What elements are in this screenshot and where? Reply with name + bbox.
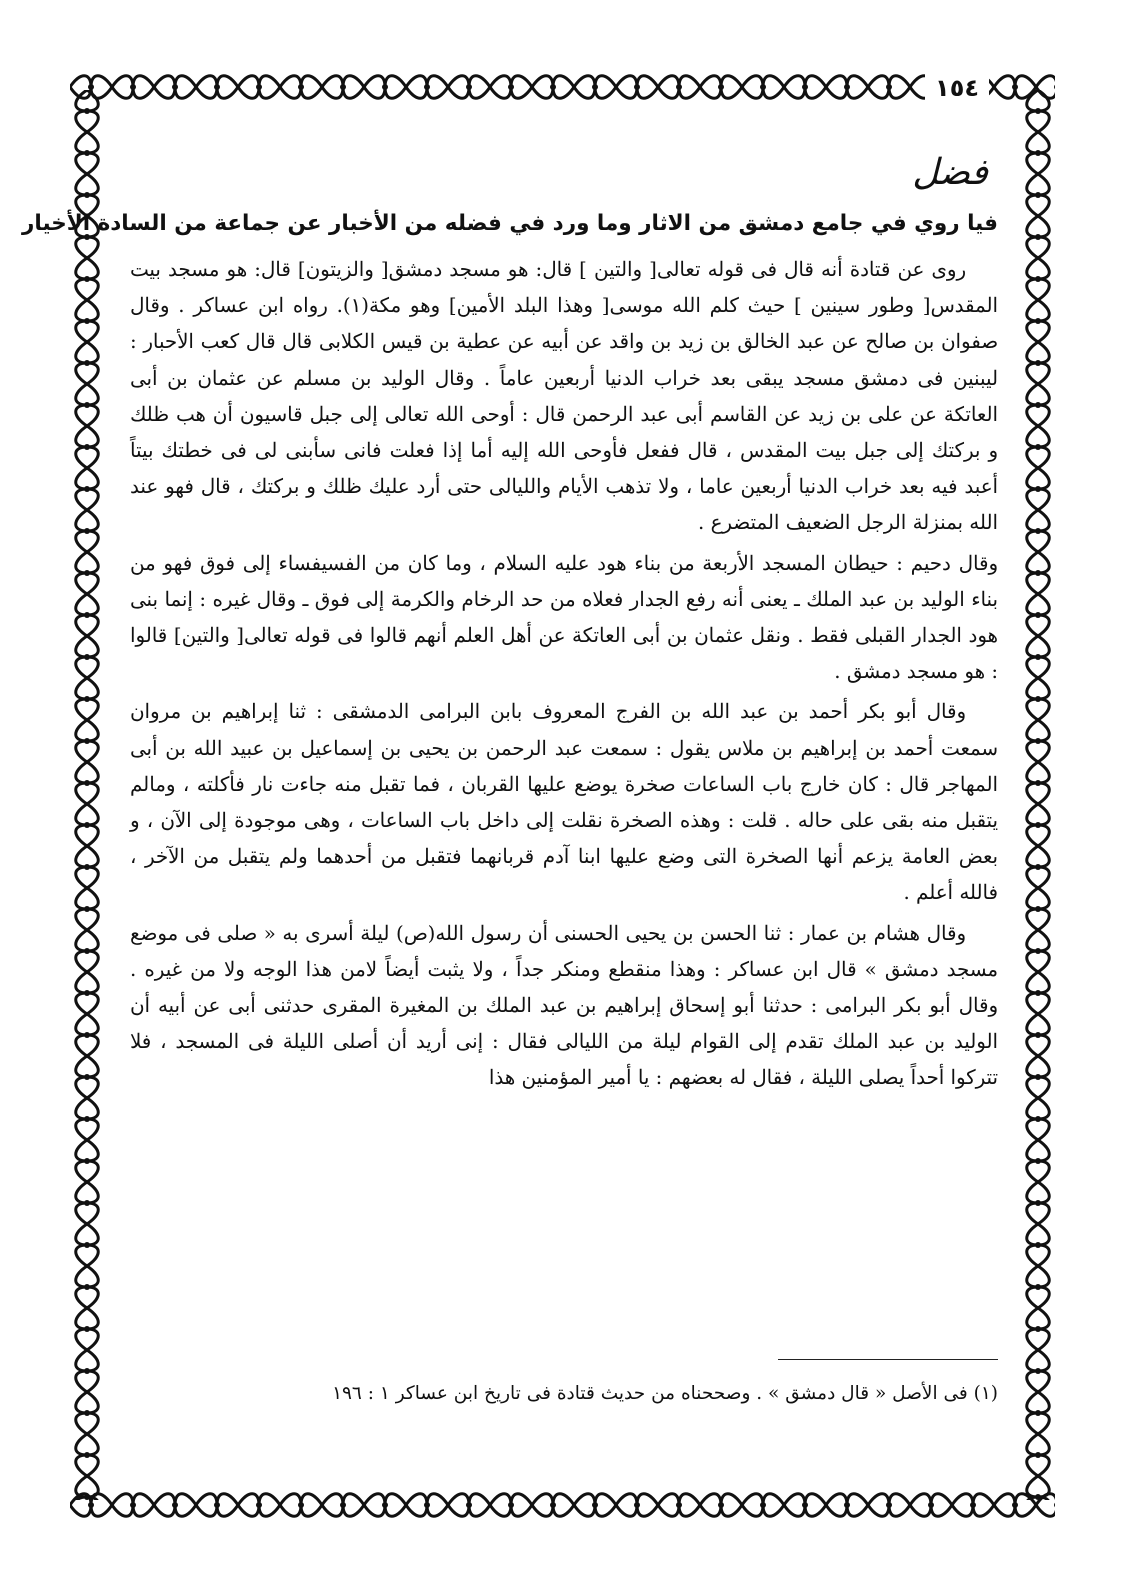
footnote-divider (778, 1359, 998, 1360)
paragraph-1: روى عن قتادة أنه قال فى قوله تعالى[ والتين ] قال: هو مسجد دمشق[ والزيتون] قال: هو مسجد بيت المقدس[ وطور سينين ] حيث كلم الله موسى[ وهذا البلد الأمين] وهو مكة(١). رواه ابن عساكر . وقال صفوان بن صالح عن عبد الخالق بن زيد بن واقد عن أبيه عن عطية بن قيس الكلابى قال قال كعب الأحبار : ليبنين فى دمشق مسجد يبقى بعد خراب الدنيا أربعين عاماً . وقال الوليد بن مسلم عن عثمان بن أبى العاتكة عن على بن زيد عن القاسم أبى عبد الرحمن قال : أوحى الله تعالى إلى جبل قاسيون أن هب ظلك و بركتك إلى جبل بيت المقدس ، قال ففعل فأوحى الله إليه أما إذا فعلت فانى سأبنى لى فى خطتك بيتاً أعبد فيه بعد خراب الدنيا أربعين عاما ، ولا تذهب الأيام والليالى حتى أرد عليك ظلك و بركتك ، قال فهو عند الله بمنزلة الرجل الضعيف المتضرع . (130, 258, 998, 535)
decorative-border-right (1021, 90, 1055, 1500)
paragraph-2: وقال دحيم : حيطان المسجد الأربعة من بناء هود عليه السلام ، وما كان من الفسيفساء إلى فوق فهو من بناء الوليد بن عبد الملك ـ يعنى أنه رفع الجدار فعلاه من حد الرخام والكرمة إلى فوق ـ وقال غيره : إنما بنى هود الجدار القبلى فقط . ونقل عثمان بن أبى العاتكة عن أهل العلم أنهم قالوا فى قوله تعالى[ والتين] قالوا : هو مسجد دمشق . (130, 551, 998, 684)
page-number: ١٥٤ (925, 74, 989, 102)
decorative-border-left (70, 90, 104, 1500)
page-content (22, 150, 998, 1480)
chapter-heading: فيا روي في جامع دمشق من الاثار وما ورد في فضله من الأخبار عن جماعة من السادة الأخيار (22, 211, 998, 236)
decorative-border-bottom (70, 1488, 1055, 1522)
decorative-border-top (70, 70, 1055, 104)
footnote: (١) فى الأصل « قال دمشق » . وصححناه من حديث قتادة فى تاريخ ابن عساكر ١ : ١٩٦ (332, 1383, 998, 1404)
paragraph-3: وقال أبو بكر أحمد بن عبد الله بن الفرج المعروف بابن البرامى الدمشقى : ثنا إبراهيم بن مروان سمعت أحمد بن إبراهيم بن ملاس يقول : سمعت عبد الرحمن بن يحيى بن إسماعيل بن عبيد الله بن أبى المهاجر قال : كان خارج باب الساعات صخرة يوضع عليها القربان ، فما تقبل منه جاءت نار فأكلته ، ومالم يتقبل منه بقى على حاله . قلت : وهذه الصخرة نقلت إلى داخل باب الساعات ، وهى موجودة إلى الآن ، و بعض العامة يزعم أنها الصخرة التى وضع عليها ابنا آدم قربانهما فتقبل من أحدهما ولم يتقبل من الآخر ، فالله أعلم . (130, 700, 998, 905)
section-title-ornamental: فضل (912, 152, 988, 193)
paragraph-4: وقال هشام بن عمار : ثنا الحسن بن يحيى الحسنى أن رسول الله(ص) ليلة أسرى به « صلى فى موضع مسجد دمشق » قال ابن عساكر : وهذا منقطع ومنكر جداً ، ولا يثبت أيضاً لامن هذا الوجه ولا من غيره . وقال أبو بكر البرامى : حدثنا أبو إسحاق إبراهيم بن عبد الملك بن المغيرة المقرى حدثنى أبى عن أبيه أن الوليد بن عبد الملك تقدم إلى القوام ليلة من الليالى فقال : إنى أريد أن أصلى الليلة فى المسجد ، فلا تتركوا أحداً يصلى الليلة ، فقال له بعضهم : يا أمير المؤمنين هذا (130, 921, 998, 1090)
